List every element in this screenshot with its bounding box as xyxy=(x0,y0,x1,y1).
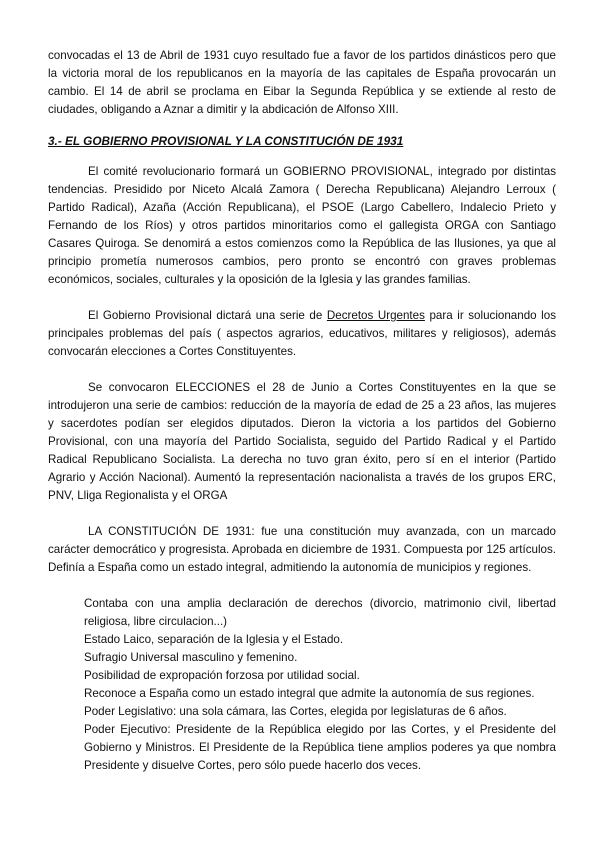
spacer xyxy=(48,289,556,307)
intro-paragraph: convocadas el 13 de Abril de 1931 cuyo resultado fue a favor de los partidos dinásticos pero que la victoria moral de los republicanos en la mayoría de las capitales de España provocarán un cambio. El 14 de abril se proclama en Eibar la Segunda República y se extiende al resto de ciudades, obligando a Aznar a dimitir y la abdicación de Alfonso XIII. xyxy=(48,49,556,116)
spacer xyxy=(48,119,556,132)
section-title: 3.- EL GOBIERNO PROVISIONAL Y LA CONSTITUCIÓN DE 1931 xyxy=(48,134,404,148)
gobierno-paragraph: El comité revolucionario formará un GOBIERNO PROVISIONAL, integrado por distintas tendencias. Presidido por Niceto Alcalá Zamora ( Derecha Republicana) Alejandro Lerroux ( Partido Radical), Azaña (Acción Republicana), el PSOE (Largo Cabellero, Indalecio Prieto y Fernando de los Ríos) y otros partidos minoritarios como el gallegista ORGA con Santiago Casares Quiroga. Se denomirá a estos comienzos como la República de las Ilusiones, ya que al principio prometía numerosos cambios, pero pronto se encontró con graves problemas económicos, sociales, culturales y la oposición de la Iglesia y las grandes familias. xyxy=(48,165,556,286)
decretos-text-before: El Gobierno Provisional dictará una serie de xyxy=(88,309,327,322)
spacer xyxy=(48,505,556,523)
spacer xyxy=(48,150,556,163)
list-item: Reconoce a España como un estado integral que admite la autonomía de sus regiones. xyxy=(84,687,535,700)
list-item: Poder Legislativo: una sola cámara, las Cortes, elegida por legislaturas de 6 años. xyxy=(84,705,507,718)
decretos-text-after: para ir solucionando los principales problemas del país ( aspectos agrarios, educativos, militares y religiosos), además convocarán elecciones a Cortes Constituyentes. xyxy=(48,309,556,358)
spacer xyxy=(48,577,556,595)
decretos-paragraph xyxy=(48,307,556,361)
document-page xyxy=(48,47,556,775)
list-item: Estado Laico, separación de la Iglesia y el Estado. xyxy=(84,633,344,646)
constitution-features-list xyxy=(84,595,556,775)
spacer xyxy=(48,361,556,379)
decretos-urgentes-term: Decretos Urgentes xyxy=(326,309,425,322)
list-item: Poder Ejecutivo: Presidente de la República elegido por las Cortes, y el Presidente del Gobierno y Ministros. El Presidente de la República tiene amplios poderes ya que nombra Presidente y disuelve Cortes, pero sólo puede hacerlo dos veces. xyxy=(84,723,556,772)
list-item: Posibilidad de expropación forzosa por utilidad social. xyxy=(84,669,360,682)
list-item: Contaba con una amplia declaración de derechos (divorcio, matrimonio civil, libertad religiosa, libre circulacion...) xyxy=(84,597,556,628)
constitucion-paragraph: LA CONSTITUCIÓN DE 1931: fue una constitución muy avanzada, con un marcado carácter democrático y progresista. Aprobada en diciembre de 1931. Compuesta por 125 artículos. Definía a España como un estado integral, admitiendo la autonomía de municipios y regiones. xyxy=(48,525,556,574)
elecciones-paragraph: Se convocaron ELECCIONES el 28 de Junio a Cortes Constituyentes en la que se introdujeron una serie de cambios: reducción de la mayoría de edad de 25 a 23 años, las mujeres y sacerdotes podían ser elegidos diputados. Dieron la victoria a los partidos del Gobierno Provisional, con una mayoría del Partido Socialista, seguido del Partido Radical y el Partido Radical Republicano Socialista. La derecha no tuvo gran éxito, pero sí en el interior (Partido Agrario y Acción Nacional). Aumentó la representación nacionalista a través de los grupos ERC, PNV, Lliga Regionalista y el ORGA xyxy=(48,381,556,502)
list-item: Sufragio Universal masculino y femenino. xyxy=(84,651,298,664)
